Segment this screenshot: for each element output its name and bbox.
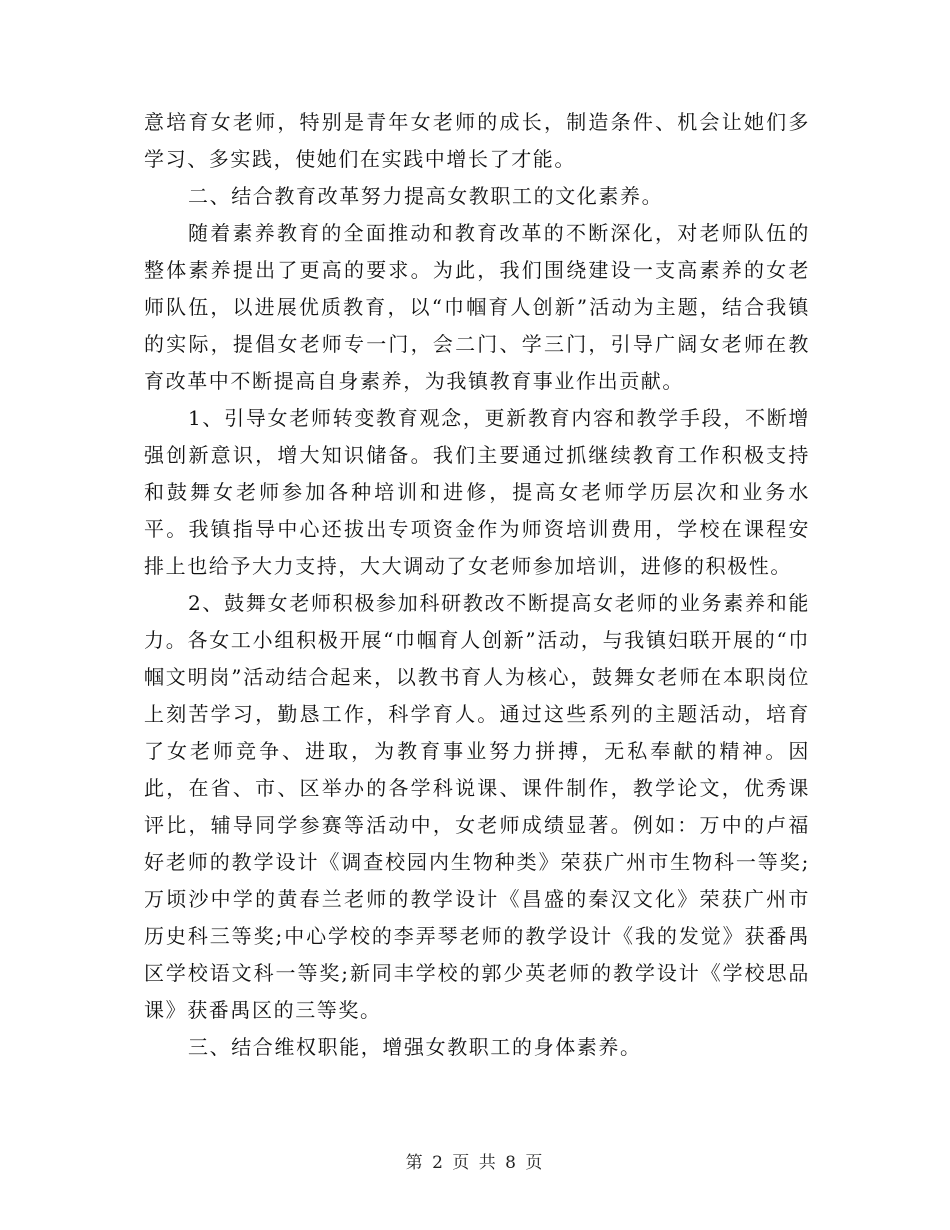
section-heading-two: 二、结合教育改革努力提高女教职工的文化素养。 bbox=[188, 184, 664, 208]
paragraph-item-one: 1、引导女老师转变教育观念，更新教育内容和教学手段，不断增强创新意识，增大知识储备。我们主要通过抓继续教育工作积极支持和鼓舞女老师参加各种培训和进修，提高女老师学历层次和业务水平。我镇指导中心还拔出专项资金作为师资培训费用，学校在课程安排上也给予大力支持，大大调动了女老师参加培训，进修的积极性。 bbox=[144, 406, 810, 578]
paragraph-quality-education: 随着素养教育的全面推动和教育改革的不断深化，对老师队伍的整体素养提出了更高的要求。为此，我们围绕建设一支高素养的女老师队伍，以进展优质教育，以“巾帼育人创新”活动为主题，结合我镇的实际，提倡女老师专一门，会二门、学三门，引导广阔女老师在教育改革中不断提高自身素养，为我镇教育事业作出贡献。 bbox=[144, 221, 810, 393]
paragraph-item-two: 2、鼓舞女老师积极参加科研教改不断提高女老师的业务素养和能力。各女工小组积极开展“巾帼育人创新”活动，与我镇妇联开展的“巾帼文明岗”活动结合起来，以教书育人为核心，鼓舞女老师在本职岗位上刻苦学习，勤恳工作，科学育人。通过这些系列的主题活动，培育了女老师竞争、进取，为教育事业努力拼搏，无私奉献的精神。因此，在省、市、区举办的各学科说课、课件制作，教学论文，优秀课评比，辅导同学参赛等活动中，女老师成绩显著。例如：万中的卢福好老师的教学设计《调查校园内生物种类》荣获广州市生物科一等奖;万顷沙中学的黄春兰老师的教学设计《昌盛的秦汉文化》荣获广州市历史科三等奖;中心学校的李弄琴老师的教学设计《我的发觉》获番禺区学校语文科一等奖;新同丰学校的郭少英老师的教学设计《学校思品课》获番禺区的三等奖。 bbox=[144, 591, 810, 1022]
document-body bbox=[144, 104, 810, 1066]
paragraph-continuation: 意培育女老师，特别是青年女老师的成长，制造条件、机会让她们多学习、多实践，使她们在实践中增长了才能。 bbox=[144, 110, 810, 171]
page-number-footer: 第 2 页 共 8 页 bbox=[405, 1153, 545, 1173]
section-heading-three: 三、结合维权职能，增强女教职工的身体素养。 bbox=[188, 1035, 642, 1059]
